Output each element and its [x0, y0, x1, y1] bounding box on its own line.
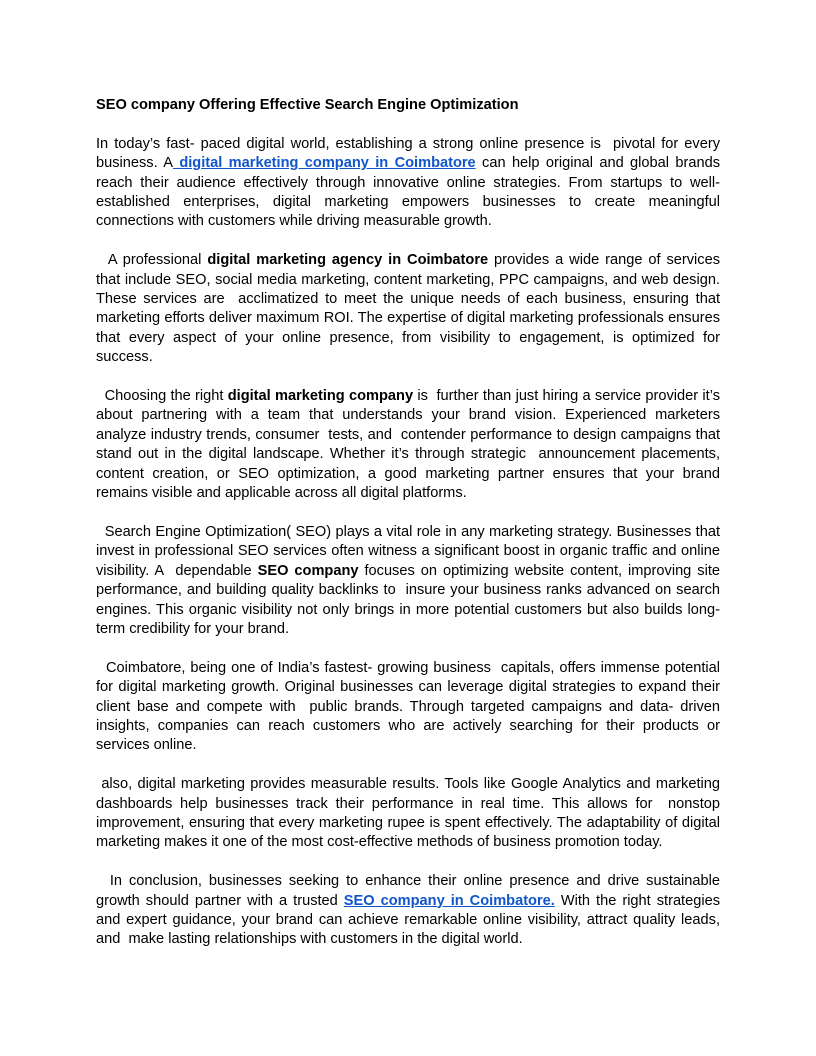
paragraph-seo [96, 523, 725, 639]
paragraph-text: Choosing the right [96, 388, 228, 405]
bold-phrase: digital marketing company [227, 388, 414, 405]
paragraph-text: With the right strategies and expert guidance, your brand can achieve remarkable online visibility, attract quality leads, and make lasting relationships with customers in the digital world. [96, 892, 725, 948]
link-digital-marketing-company-coimbatore[interactable]: digital marketing company in Coimbatore [172, 155, 476, 172]
paragraph-text: A professional [96, 252, 208, 269]
paragraph-text: focuses on optimizing website content, improving site performance, and building quality backlinks to insure your business ranks advanced on search engines. This organic visibility not only brings in more potential customers but also builds long-term credibility for your brand. [96, 562, 725, 637]
paragraph-text: Coimbatore, being one of India’s fastest- growing business capitals, offers immense potential for digital marketing growth. Original businesses can leverage digital strategies to expand their client base and compete with public brands. Through targeted campaigns and data- driven insights, companies can reach customers who are actively searching for their products or services online. [96, 659, 725, 754]
paragraph-intro [96, 135, 725, 232]
paragraph-text: is further than just hiring a service provider it’s about partnering with a team that understands your brand vision. Experienced marketers analyze industry trends, consumer tests, and contender performance to design campaigns that stand out in the digital landscape. Whether it’s through strategic announcement placements, content creation, or SEO optimization, a good marketing partner ensures that your brand remains visible and applicable across all digital platforms. [96, 388, 725, 502]
document-title: SEO company Offering Effective Search Engine Optimization [96, 97, 519, 113]
paragraph-text: can help original and global brands reach their audience effectively through innovative online strategies. From startups to well-established enterprises, digital marketing empowers businesses to create meaningful connections with customers while driving measurable growth. [96, 155, 725, 230]
link-seo-company-coimbatore[interactable]: SEO company in Coimbatore. [343, 892, 555, 909]
paragraph-choosing [96, 387, 725, 503]
paragraph-text: In conclusion, businesses seeking to enhance their online presence and drive sustainable growth should partner with a trusted [96, 873, 725, 909]
bold-phrase: digital marketing agency in Coimbatore [207, 252, 489, 269]
paragraph-text: provides a wide range of services that include SEO, social media marketing, content marketing, PPC campaigns, and web design. These services are acclimatized to meet the unique needs of each business, ensuring that marketing efforts deliver maximum ROI. The expertise of digital marketing professionals ensures that every aspect of your online presence, from visibility to engagement, is optimized for success. [96, 252, 725, 366]
paragraph-text: Search Engine Optimization( SEO) plays a vital role in any marketing strategy. Businesses that invest in professional SEO services often witness a significant boost in organic traffic and online visibility. A dependable [96, 523, 725, 579]
paragraph-text: In today’s fast- paced digital world, establishing a strong online presence is pivotal for every business. A [96, 135, 725, 172]
bold-phrase: SEO company [257, 562, 359, 579]
paragraph-text: also, digital marketing provides measurable results. Tools like Google Analytics and marketing dashboards help businesses track their performance in real time. This allows for nonstop improvement, ensuring that every marketing rupee is spent effectively. The adaptability of digital marketing makes it one of the most cost-effective methods of business promotion today. [96, 776, 725, 851]
paragraph-measurable [96, 775, 725, 853]
paragraph-agency [96, 251, 725, 367]
paragraph-conclusion [96, 872, 725, 950]
paragraph-coimbatore [96, 659, 725, 756]
